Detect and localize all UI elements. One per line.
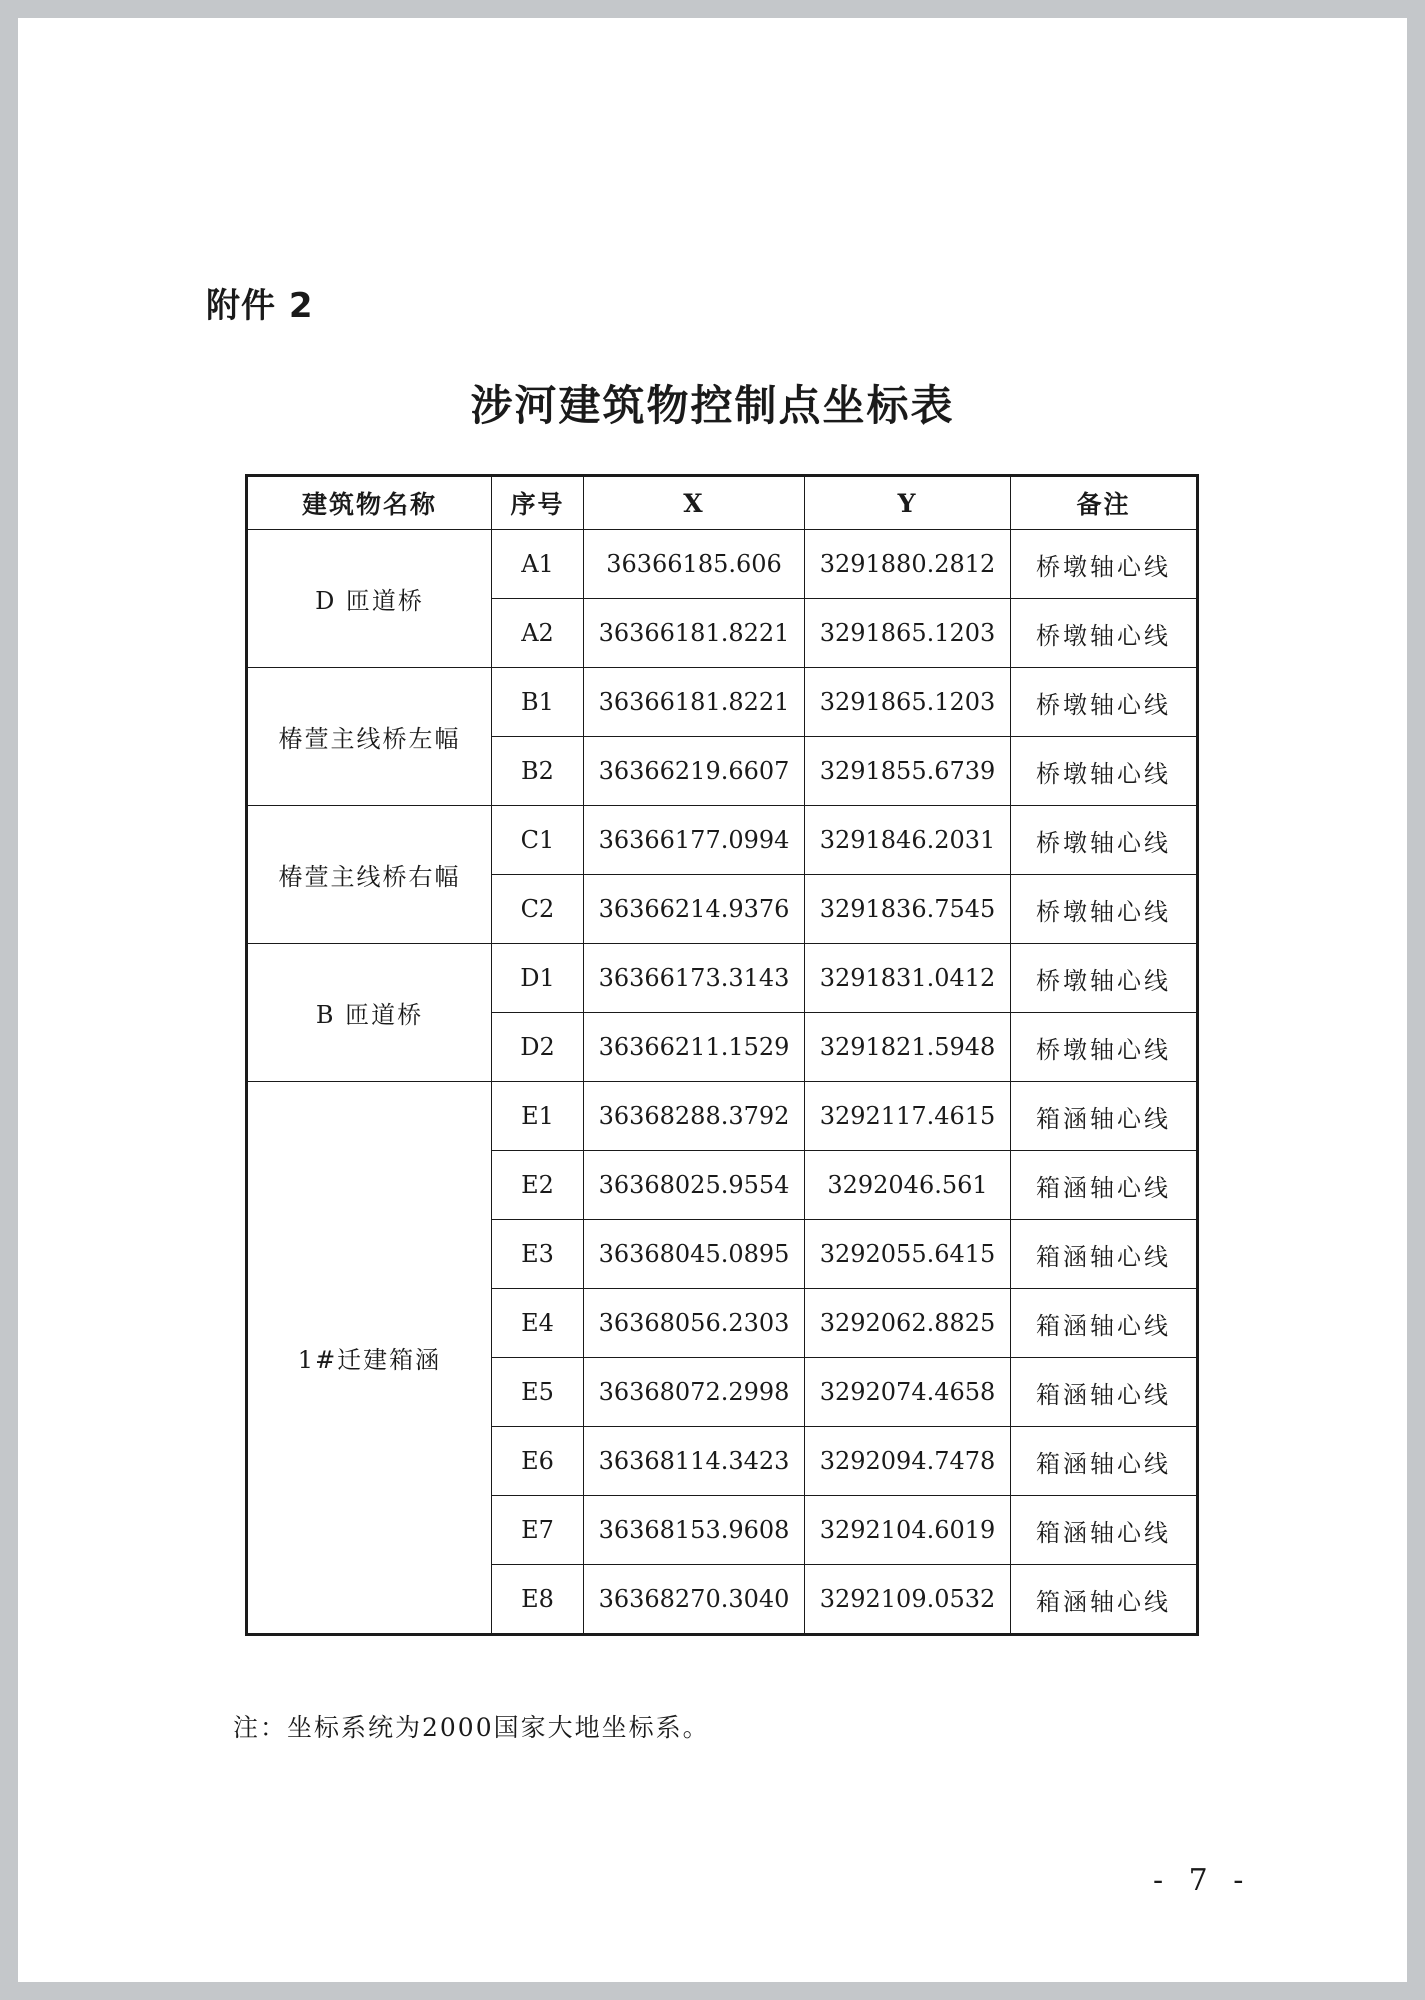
note-cell: 桥墩轴心线: [1011, 875, 1198, 944]
y-cell: 3291846.2031: [805, 806, 1011, 875]
structure-name-cell: B 匝道桥: [247, 944, 492, 1082]
seq-cell: E6: [492, 1427, 584, 1496]
structure-name-cell: D 匝道桥: [247, 530, 492, 668]
structure-name-cell: 1#迁建箱涵: [247, 1082, 492, 1635]
header-y: Y: [805, 476, 1011, 530]
y-cell: 3291880.2812: [805, 530, 1011, 599]
seq-cell: E8: [492, 1565, 584, 1635]
x-cell: 36368056.2303: [584, 1289, 805, 1358]
seq-cell: E2: [492, 1151, 584, 1220]
header-note: 备注: [1011, 476, 1198, 530]
seq-cell: A2: [492, 599, 584, 668]
seq-cell: E1: [492, 1082, 584, 1151]
x-cell: 36366185.606: [584, 530, 805, 599]
seq-cell: D1: [492, 944, 584, 1013]
table-header-row: [247, 476, 1198, 530]
y-cell: 3292109.0532: [805, 1565, 1011, 1635]
note-cell: 桥墩轴心线: [1011, 737, 1198, 806]
y-cell: 3291865.1203: [805, 668, 1011, 737]
seq-cell: E4: [492, 1289, 584, 1358]
x-cell: 36366173.3143: [584, 944, 805, 1013]
seq-cell: D2: [492, 1013, 584, 1082]
y-cell: 3292046.561: [805, 1151, 1011, 1220]
page-number: - 7 -: [1153, 1863, 1252, 1898]
x-cell: 36366211.1529: [584, 1013, 805, 1082]
structure-name-cell: 椿萱主线桥右幅: [247, 806, 492, 944]
header-x: X: [584, 476, 805, 530]
document-page: [18, 18, 1407, 1982]
y-cell: 3292094.7478: [805, 1427, 1011, 1496]
note-cell: 桥墩轴心线: [1011, 599, 1198, 668]
x-cell: 36368153.9608: [584, 1496, 805, 1565]
table-row: [247, 668, 1198, 737]
x-cell: 36368045.0895: [584, 1220, 805, 1289]
note-cell: 箱涵轴心线: [1011, 1358, 1198, 1427]
x-cell: 36366219.6607: [584, 737, 805, 806]
note-cell: 桥墩轴心线: [1011, 806, 1198, 875]
seq-cell: C2: [492, 875, 584, 944]
note-cell: 箱涵轴心线: [1011, 1496, 1198, 1565]
page-title: 涉河建筑物控制点坐标表: [470, 381, 955, 430]
attachment-label: 附件 2: [206, 286, 314, 326]
y-cell: 3292104.6019: [805, 1496, 1011, 1565]
table-footnote: 注：坐标系统为2000国家大地坐标系。: [233, 1713, 710, 1742]
seq-cell: E7: [492, 1496, 584, 1565]
seq-cell: E3: [492, 1220, 584, 1289]
y-cell: 3291821.5948: [805, 1013, 1011, 1082]
x-cell: 36368072.2998: [584, 1358, 805, 1427]
table-row: [247, 1082, 1198, 1151]
seq-cell: B1: [492, 668, 584, 737]
x-cell: 36368288.3792: [584, 1082, 805, 1151]
note-cell: 桥墩轴心线: [1011, 530, 1198, 599]
header-seq: 序号: [492, 476, 584, 530]
x-cell: 36366177.0994: [584, 806, 805, 875]
note-cell: 桥墩轴心线: [1011, 1013, 1198, 1082]
table-row: [247, 530, 1198, 599]
table-row: [247, 944, 1198, 1013]
table-row: [247, 806, 1198, 875]
y-cell: 3291831.0412: [805, 944, 1011, 1013]
header-name: 建筑物名称: [247, 476, 492, 530]
y-cell: 3291855.6739: [805, 737, 1011, 806]
seq-cell: E5: [492, 1358, 584, 1427]
seq-cell: B2: [492, 737, 584, 806]
structure-name-cell: 椿萱主线桥左幅: [247, 668, 492, 806]
y-cell: 3292062.8825: [805, 1289, 1011, 1358]
y-cell: 3291836.7545: [805, 875, 1011, 944]
x-cell: 36368025.9554: [584, 1151, 805, 1220]
y-cell: 3291865.1203: [805, 599, 1011, 668]
y-cell: 3292055.6415: [805, 1220, 1011, 1289]
seq-cell: C1: [492, 806, 584, 875]
note-cell: 箱涵轴心线: [1011, 1565, 1198, 1635]
note-cell: 桥墩轴心线: [1011, 944, 1198, 1013]
note-cell: 箱涵轴心线: [1011, 1151, 1198, 1220]
note-cell: 箱涵轴心线: [1011, 1220, 1198, 1289]
x-cell: 36368270.3040: [584, 1565, 805, 1635]
note-cell: 箱涵轴心线: [1011, 1289, 1198, 1358]
y-cell: 3292117.4615: [805, 1082, 1011, 1151]
x-cell: 36368114.3423: [584, 1427, 805, 1496]
note-cell: 箱涵轴心线: [1011, 1427, 1198, 1496]
note-cell: 桥墩轴心线: [1011, 668, 1198, 737]
coordinate-table: [245, 474, 1199, 1636]
seq-cell: A1: [492, 530, 584, 599]
y-cell: 3292074.4658: [805, 1358, 1011, 1427]
x-cell: 36366214.9376: [584, 875, 805, 944]
x-cell: 36366181.8221: [584, 599, 805, 668]
x-cell: 36366181.8221: [584, 668, 805, 737]
note-cell: 箱涵轴心线: [1011, 1082, 1198, 1151]
